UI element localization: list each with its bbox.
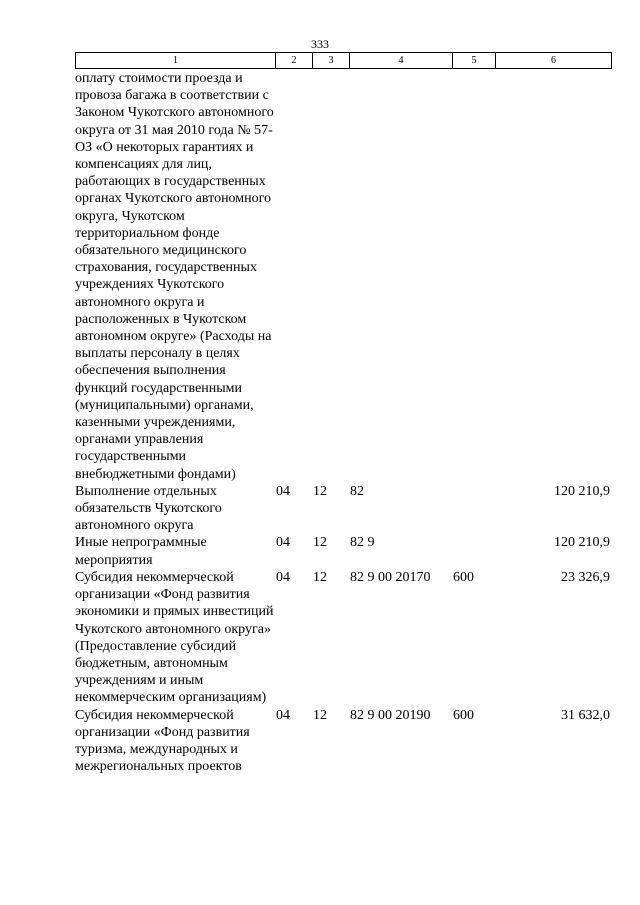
target-article-code: 82 9 xyxy=(350,535,375,551)
column-header-3: 3 xyxy=(313,53,350,69)
section-code: 04 xyxy=(276,569,290,585)
section-code: 04 xyxy=(276,483,290,499)
amount: 120 210,9 xyxy=(554,535,610,551)
row-name: Субсидия некоммерческой организации «Фонд развития туризма, международных и межрегиональных проектов xyxy=(75,707,250,775)
target-article-code: 82 9 00 20190 xyxy=(350,707,431,723)
column-header-table xyxy=(75,52,612,69)
section-code: 04 xyxy=(276,707,290,723)
row-name: оплату стоимости проезда и провоза багажа в соответствии с Законом Чукотского автономного округа от 31 мая 2010 года № 57-ОЗ «О некоторых гарантиях и компенсациях для лиц, работающих в государственных органах Чукотского автономного округа, Чукотском территориальном фонде обязательного медицинского страхования, государственных учреждениях Чукотского автономного округа и расположенных в Чукотском автономном округе» (Расходы на выплаты персоналу в целях обеспечения выполнения функций государственными (муниципальными) органами, казенными учреждениями, органами управления государственными внебюджетными фондами) xyxy=(75,71,274,482)
column-header-6: 6 xyxy=(496,53,612,69)
row-name: Выполнение отдельных обязательств Чукотского автономного округа xyxy=(75,483,222,534)
amount: 23 326,9 xyxy=(561,569,610,585)
column-header-2: 2 xyxy=(276,53,313,69)
subsection-code: 12 xyxy=(313,483,327,499)
table-row xyxy=(75,70,615,483)
expense-type-code: 600 xyxy=(453,569,474,585)
target-article-code: 82 9 00 20170 xyxy=(350,569,431,585)
target-article-code: 82 xyxy=(350,483,364,499)
budget-table-body xyxy=(75,70,615,775)
table-row xyxy=(75,483,615,535)
row-name: Субсидия некоммерческой организации «Фонд развития экономики и прямых инвестиций Чукотского автономного округа» (Предоставление субсидий бюджетным, автономным учреждениям и иным некоммерческим организациям) xyxy=(75,569,274,706)
column-header-5: 5 xyxy=(453,53,496,69)
table-row xyxy=(75,534,615,568)
amount: 31 632,0 xyxy=(561,707,610,723)
table-row xyxy=(75,707,615,776)
section-code: 04 xyxy=(276,535,290,551)
page-number: 333 xyxy=(311,37,329,51)
expense-type-code: 600 xyxy=(453,707,474,723)
column-header-1: 1 xyxy=(76,53,276,69)
column-header-row xyxy=(76,53,612,69)
table-row xyxy=(75,569,615,707)
amount: 120 210,9 xyxy=(554,483,610,499)
row-name: Иные непрограммные мероприятия xyxy=(75,535,207,568)
column-header-4: 4 xyxy=(350,53,453,69)
subsection-code: 12 xyxy=(313,707,327,723)
subsection-code: 12 xyxy=(313,535,327,551)
subsection-code: 12 xyxy=(313,569,327,585)
